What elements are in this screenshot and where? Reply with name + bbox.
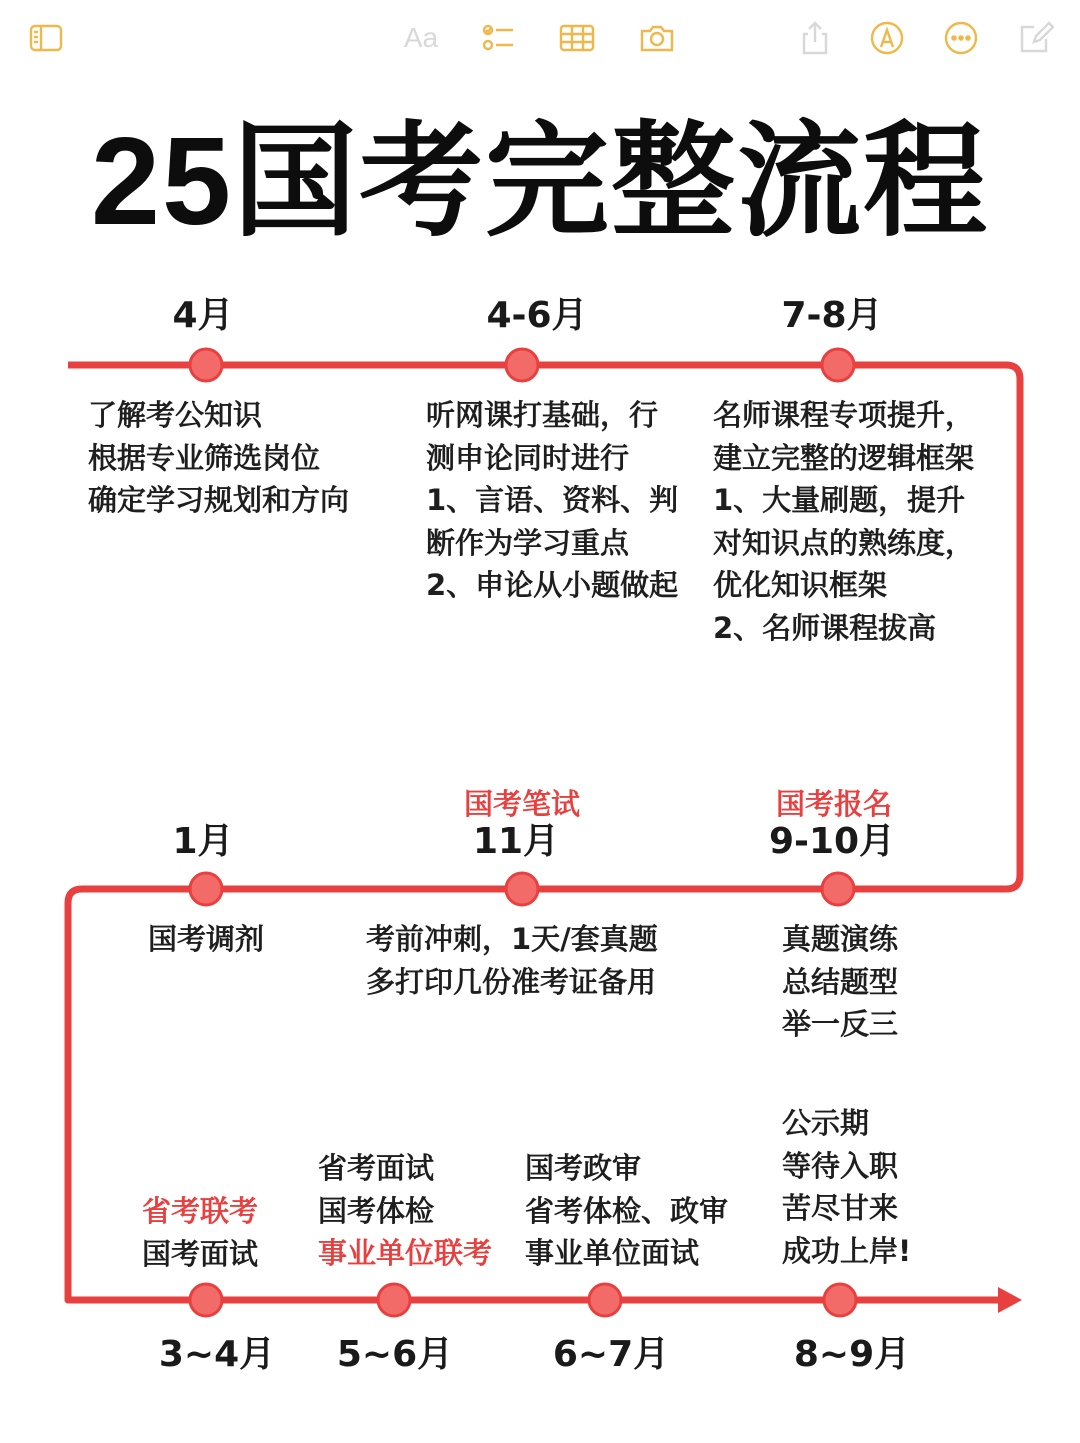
exam-tag: 国考报名 (775, 787, 893, 821)
node-1m (190, 873, 222, 905)
stage-description: 省考面试 国考体检 事业单位联考 (318, 1147, 492, 1275)
node-5-6m (378, 1284, 410, 1316)
month-label: 8~9月 (793, 1334, 911, 1375)
node-3-4m (190, 1284, 222, 1316)
month-label: 9-10月 (768, 821, 896, 862)
node-8-9m (824, 1284, 856, 1316)
node-11m (506, 873, 538, 905)
stage-description: 真题演练 总结题型 举一反三 (782, 922, 899, 1041)
month-label: 1月 (172, 821, 234, 862)
stage-description: 公示期 等待入职 苦尽甘来 成功上岸! (782, 1106, 912, 1268)
highlight-text: 事业单位联考 (318, 1236, 493, 1270)
month-label: 4月 (172, 295, 234, 336)
stage-description: 国考调剂 (148, 922, 265, 956)
stage-description: 名师课程专项提升， 建立完整的逻辑框架 1、大量刷题，提升 对知识点的熟练度， 优化知识框架 2、名师课程拔高 (713, 398, 975, 645)
text-format-icon[interactable]: Aa (403, 22, 439, 53)
highlight-text: 省考联考 (142, 1194, 259, 1228)
stage-description: 国考政审 省考体检、政审 事业单位面试 (525, 1151, 729, 1270)
stage-description: 考前冲刺，1天/套真题 多打印几份准考证备用 (366, 922, 658, 999)
stage-description: 了解考公知识 根据专业筛选岗位 确定学习规划和方向 (88, 398, 350, 517)
node-6-7m (589, 1284, 621, 1316)
arrow-head-icon (998, 1287, 1022, 1313)
stage-description: 省考联考 国考面试 (142, 1190, 258, 1275)
node-4m (190, 349, 222, 381)
node-9-10m (822, 873, 854, 905)
node-7-8m (822, 349, 854, 381)
month-label: 11月 (472, 821, 560, 862)
exam-tag: 国考笔试 (463, 787, 581, 821)
month-label: 7-8月 (781, 295, 883, 336)
month-label: 3~4月 (158, 1334, 276, 1375)
month-label: 4-6月 (486, 295, 588, 336)
month-label: 6~7月 (552, 1334, 670, 1375)
month-label: 5~6月 (336, 1334, 454, 1375)
page-title: 25国考完整流程 (91, 113, 989, 251)
node-4-6m (506, 349, 538, 381)
stage-description: 听网课打基础，行 测申论同时进行 1、言语、资料、判 断作为学习重点 2、申论从小题做起 (426, 398, 679, 602)
